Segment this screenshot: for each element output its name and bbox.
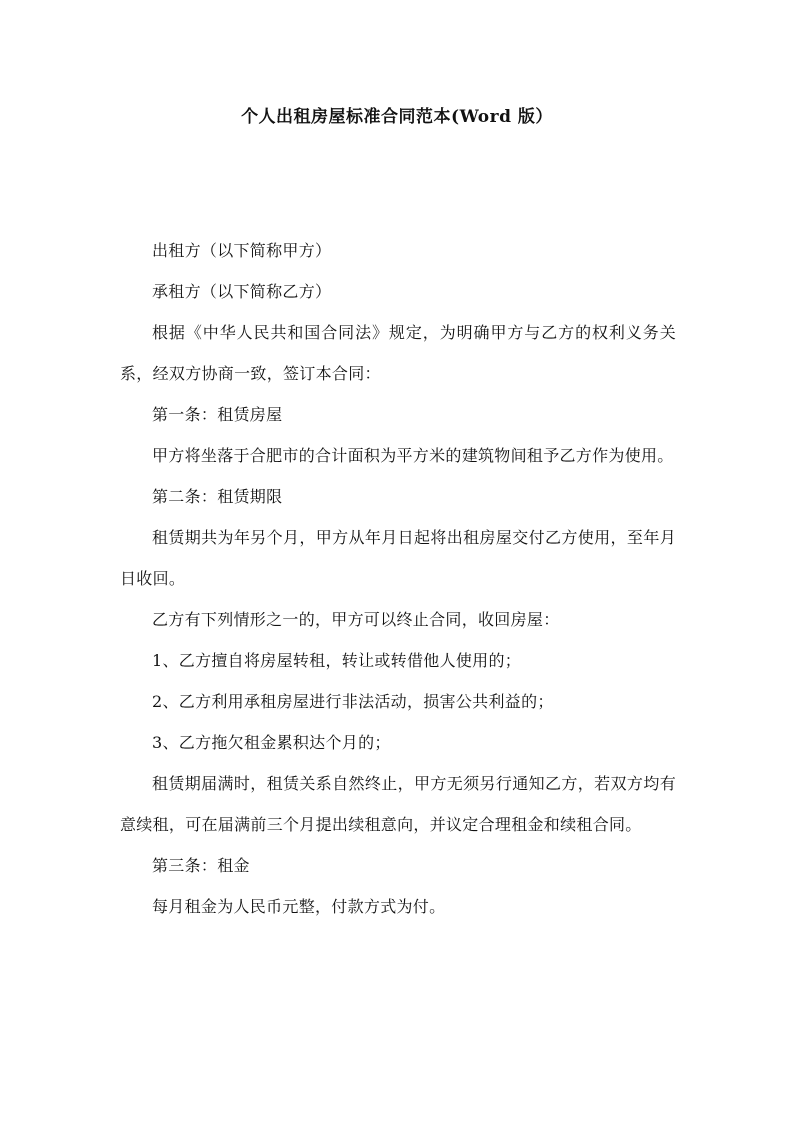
document-title: 个人出租房屋标准合同范本(Word 版）: [241, 107, 553, 127]
article-1-heading: 第一条：租赁房屋: [152, 405, 283, 424]
article-2-text: 租赁期共为年另个月，甲方从年月日起将出租房屋交付乙方使用，至年月日收回。: [120, 528, 676, 588]
party-lessor-line: 出租方（以下简称甲方）: [152, 241, 332, 260]
termination-intro: 乙方有下列情形之一的，甲方可以终止合同，收回房屋：: [152, 610, 560, 629]
renewal-paragraph: 租赁期届满时，租赁关系自然终止，甲方无须另行通知乙方，若双方均有意续租，可在届满前三个月提出续租意向，并议定合理租金和续租合同。: [120, 774, 676, 834]
preamble-paragraph: 根据《中华人民共和国合同法》规定，为明确甲方与乙方的权利义务关系，经双方协商一致，签订本合同：: [120, 323, 676, 383]
termination-item-3: 3、乙方拖欠租金累积达个月的；: [152, 733, 391, 752]
termination-item-2: 2、乙方利用承租房屋进行非法活动，损害公共利益的；: [152, 692, 554, 711]
termination-item-1: 1、乙方擅自将房屋转租，转让或转借他人使用的；: [152, 651, 522, 670]
article-3-text: 每月租金为人民币元整，付款方式为付。: [152, 897, 446, 916]
party-lessee-line: 承租方（以下简称乙方）: [152, 282, 332, 301]
document-body: [120, 230, 676, 927]
article-2-heading: 第二条：租赁期限: [152, 487, 283, 506]
article-1-text: 甲方将坐落于合肥市的合计面积为平方米的建筑物间租予乙方作为使用。: [152, 446, 674, 465]
article-3-heading: 第三条：租金: [152, 856, 250, 875]
